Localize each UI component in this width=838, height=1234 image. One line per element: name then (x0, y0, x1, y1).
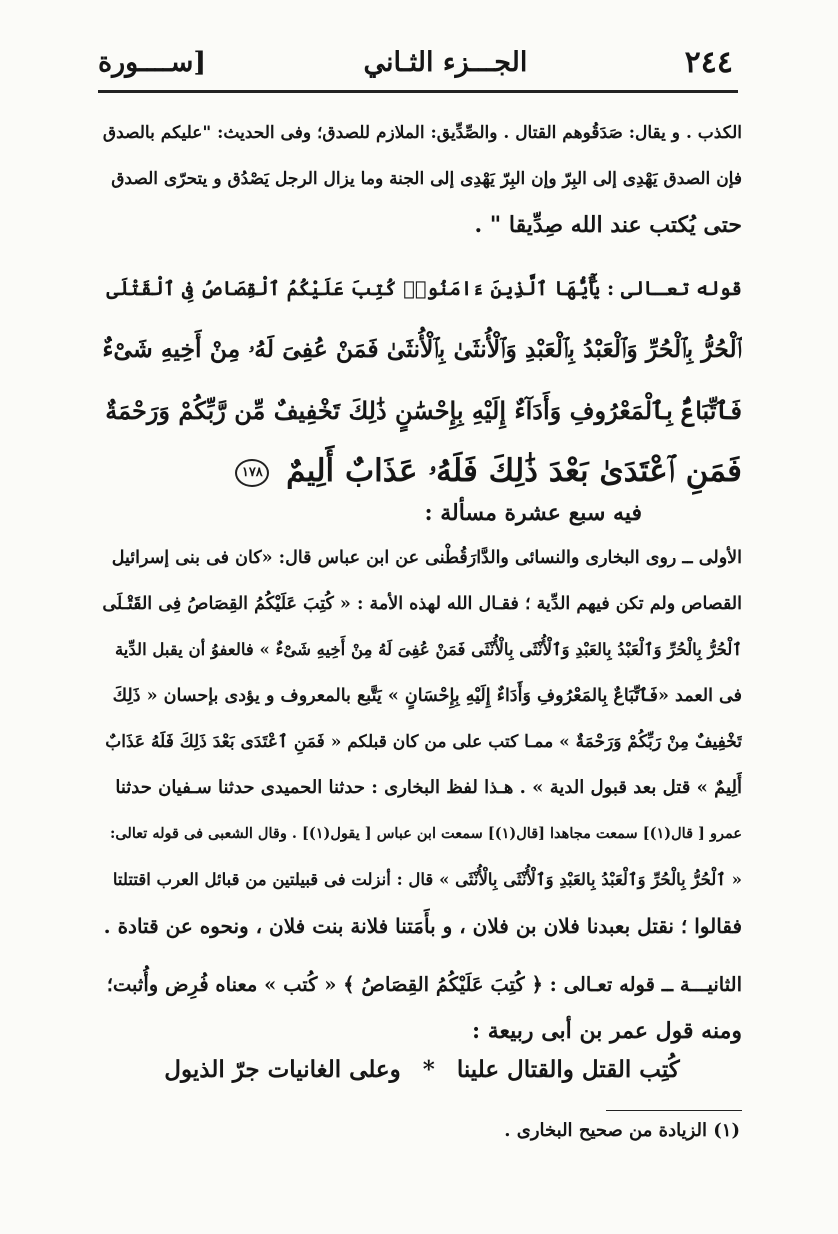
verse-text: فَمَنِ ٱعْتَدَىٰ بَعْدَ ذَٰلِكَ فَلَهُۥ عَذَابٌ أَلِيمٌ (286, 453, 742, 489)
text-line: فى العمد «فَٱتِّبَاعٌ بِالمَعْرُوفِ وَأَدَاءٌ إِلَيْهِ بِإِحْسَانٍ » يَتَّبع بالمعروف و يؤدى بإحسان « ذَلِكَ (112, 686, 742, 706)
verse-number-marker: ١٧٨ (235, 459, 269, 487)
text-line: الأولى ــ روى البخارى والنسائى والدَّارَقُطْنى عن ابن عباس قال: «كان فى بنى إسرائيل (111, 548, 742, 568)
text-line: الثانيـــة ــ قوله تعـالى : ﴿ كُتِبَ عَلَيْكُمُ القِصَاصُ ﴾ « كُتب » معناه فُرِض وأُثبت؛ (106, 973, 742, 996)
second-hemistich: وعلى الغانيات جرّ الذيول (164, 1056, 401, 1083)
running-title: الجـــزء الثـاني (363, 46, 528, 78)
verse-line: قوله تعـالى : يَٰٓأَيُّهَا ٱلَّذِينَ ءَامَنُوا۟ كُتِبَ عَلَيْكُمُ ٱلْقِصَاصُ فِى ٱلْقَتْلَى (106, 277, 742, 300)
text-line: فيه سبع عشرة مسألة : (424, 500, 642, 526)
text-line: حتى يُكتب عند الله صِدِّيقا " . (474, 212, 742, 238)
first-issue-paragraph (102, 535, 742, 949)
second-issue-paragraph (102, 962, 742, 1054)
text-line: الكذب . و يقال: صَدَقُوهم القتال . والصِّدِّيق: الملازم للصدق؛ وفى الحديث: "عليكم بالصدق (102, 123, 742, 143)
text-line: ٱلْحُرُّ بِالْحُرِّ وَٱلْعَبْدُ بِالعَبْدِ وَٱلْأُنْثَى بِالْأُنْثَى فَمَنْ عُفِىَ لَهُ مِنْ أَخِيهِ شَىْءٌ » فالعفوُ أن يقبل الدِّية (114, 640, 742, 659)
quran-verse (102, 258, 742, 502)
verse-line: ٱلْحُرُّ بِٱلْحُرِّ وَٱلْعَبْدُ بِٱلْعَبْدِ وَٱلْأُنثَىٰ بِٱلْأُنثَىٰ فَمَنْ عُفِىَ لَهُۥ مِنْ أَخِيهِ شَىْءٌ (102, 335, 742, 363)
issues-intro (102, 490, 742, 536)
footnote-rule (606, 1110, 742, 1111)
text-line: القصاص ولم تكن فيهم الدِّية ؛ فقـال الله لهذه الأمة : « كُتِبَ عَلَيْكُمُ القِصَاصُ فِى القَتْـلَى (102, 594, 742, 614)
text-line: فقالوا ؛ نقتل بعبدنا فلان بن فلان ، و بأَمَتنا فلانة بنت فلان ، ونحوه عن قتادة . (103, 914, 742, 938)
hemistich-separator: * (422, 1056, 435, 1083)
footnote: (١) الزيادة من صحيح البخارى . (504, 1120, 740, 1141)
text-line: أَلِيمٌ » قتل بعد قبول الدية » . هـذا لفظ البخارى : حدثنا الحميدى حدثنا سـفيان حدثنا (115, 777, 742, 798)
page-header (98, 40, 733, 84)
page-number: ٢٤٤ (684, 44, 733, 80)
verse-line: فَٱتِّبَاعٌۢ بِٱلْمَعْرُوفِ وَأَدَآءٌ إِلَيْهِ بِإِحْسَٰنٍ ذَٰلِكَ تَخْفِيفٌ مِّن رَّبِّكُمْ وَرَحْمَةٌ (105, 396, 742, 425)
first-hemistich: كُتِب القتل والقتال علينا (456, 1056, 680, 1083)
text-line: تَخْفِيفٌ مِنْ رَبِّكُمْ وَرَحْمَةٌ » ممـا كتب على من كان قبلكم « فَمَنِ ٱعْتَدَى بَعْدَ ذَلِكَ فَلَهُ عَذَابٌ (105, 732, 742, 752)
text-line: ومنه قول عمر بن أبى ربيعة : (471, 1018, 742, 1044)
text-line: « ٱلْحُرُّ بِالْحُرِّ وَٱلْعَبْدُ بِالعَبْدِ وَٱلْأُنْثَى بِالْأُنْثَى » قال : أنزلت فى قبيلتين من قبائل العرب اقتتلتا (112, 870, 742, 889)
text-line: فإن الصدق يَهْدِى إلى البِرّ وإن البِرّ يَهْدِى إلى الجنة وما يزال الرجل يَصْدُق و يتحرّى الصدق (111, 169, 742, 189)
intro-paragraph (102, 110, 742, 248)
text-line: عمرو [ قال(١)] سمعت مجاهدا [قال(١)] سمعت ابن عباس [ يقول(١)] . وقال الشعبى فى قوله تعالى: (109, 825, 742, 842)
poetry-couplet (102, 1056, 742, 1083)
sura-label: [ســــورة (98, 46, 207, 78)
header-rule (98, 90, 738, 93)
